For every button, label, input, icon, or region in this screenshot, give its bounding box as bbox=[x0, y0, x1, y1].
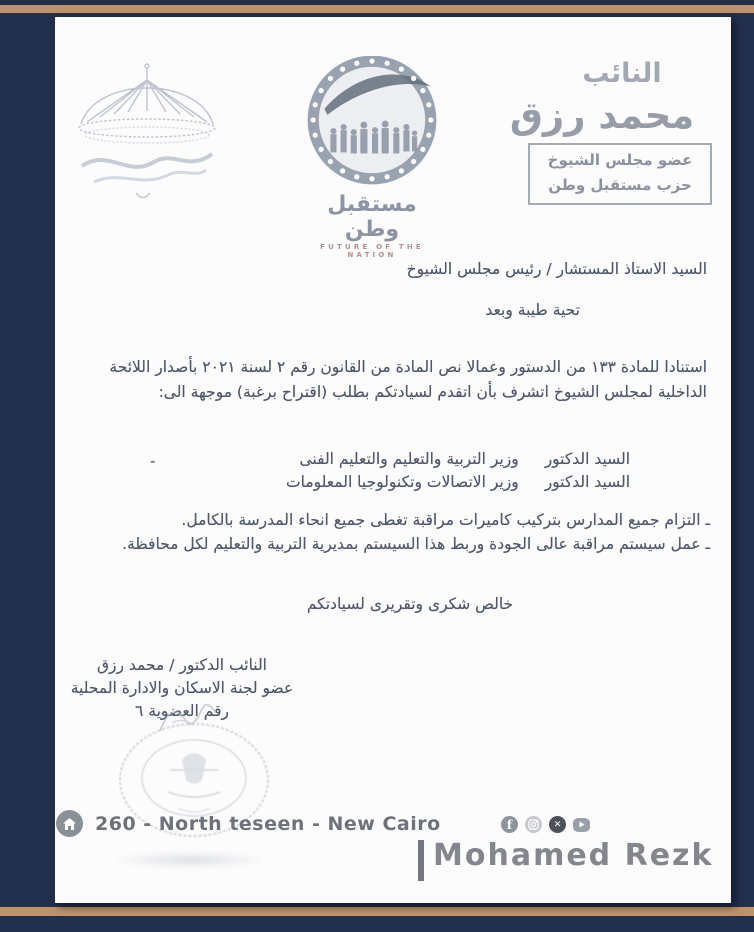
addressee-title: السيد الدكتور bbox=[544, 450, 630, 468]
facebook-icon: f bbox=[501, 816, 518, 833]
intro-paragraph: استنادا للمادة ١٣٣ من الدستور وعمالا نص المادة من القانون رقم ٢ لسنة ٢٠٢١ بأصدار اللائحة الداخلية لمجلس الشيوخ اتشرف بأن اتقدم لسيادتكم بطلب (اقتراح برغبة) موجهة الى: bbox=[109, 358, 707, 401]
bottom-gold-stripe bbox=[0, 907, 754, 916]
greeting-line: تحية طيبة وبعد bbox=[485, 301, 580, 319]
membership-box bbox=[528, 143, 712, 205]
brand-bar bbox=[418, 840, 424, 881]
senate-dome-logo-icon bbox=[66, 60, 228, 210]
instagram-icon bbox=[525, 816, 542, 833]
party-name-arabic: مستقبل وطن bbox=[327, 192, 417, 242]
social-icons-row bbox=[501, 816, 590, 833]
party-emblem-icon bbox=[299, 56, 445, 186]
addressee-role: وزير الاتصالات وتكنولوجيا المعلومات bbox=[286, 473, 519, 491]
demand-item: ـ عمل سيستم مراقبة عالى الجودة وربط هذا السيستم بمديرية التربية والتعليم لكل محافظة. bbox=[122, 534, 710, 553]
youtube-icon bbox=[573, 818, 590, 832]
address-text: 260 - North teseen - New Cairo bbox=[95, 812, 441, 835]
signature-membership-number: رقم العضوية ٦ bbox=[135, 702, 229, 720]
demands-list bbox=[60, 509, 710, 556]
addressee-row bbox=[286, 471, 630, 494]
membership-line-1: عضو مجلس الشيوخ bbox=[547, 151, 693, 169]
home-icon bbox=[56, 810, 83, 837]
stray-dash-mark: - bbox=[150, 452, 156, 470]
signature-name: النائب الدكتور / محمد رزق bbox=[96, 656, 267, 674]
x-icon: ✕ bbox=[549, 816, 566, 833]
addressee-title: السيد الدكتور bbox=[544, 473, 630, 491]
future-of-the-nation-emblem bbox=[299, 56, 445, 259]
brand-name: Mohamed Rezk bbox=[433, 838, 714, 873]
addressees-list bbox=[286, 448, 630, 494]
demand-item: ـ التزام جميع المدارس بتركيب كاميرات مراقبة تغطى جميع انحاء المدرسة بالكامل. bbox=[181, 511, 710, 529]
closing-line: خالص شكرى وتقريرى لسيادتكم bbox=[306, 595, 514, 613]
top-gold-stripe bbox=[0, 5, 754, 13]
addressee-role: وزير التربية والتعليم والتعليم الفنى bbox=[299, 450, 519, 468]
signature-committee: عضو لجنة الاسكان والادارة المحلية bbox=[70, 679, 294, 697]
addressee-row bbox=[286, 448, 630, 471]
party-name-english: FUTURE OF THE NATION bbox=[320, 243, 424, 259]
mp-title: النائب bbox=[582, 58, 662, 89]
recipient-line: السيد الاستاذ المستشار / رئيس مجلس الشيوخ bbox=[406, 260, 707, 278]
brand-signature bbox=[418, 838, 713, 881]
membership-line-2: حزب مستقبل وطن bbox=[548, 176, 692, 194]
office-address bbox=[56, 810, 441, 837]
mp-name: محمد رزق bbox=[509, 94, 695, 137]
scan-smudge bbox=[112, 851, 267, 869]
